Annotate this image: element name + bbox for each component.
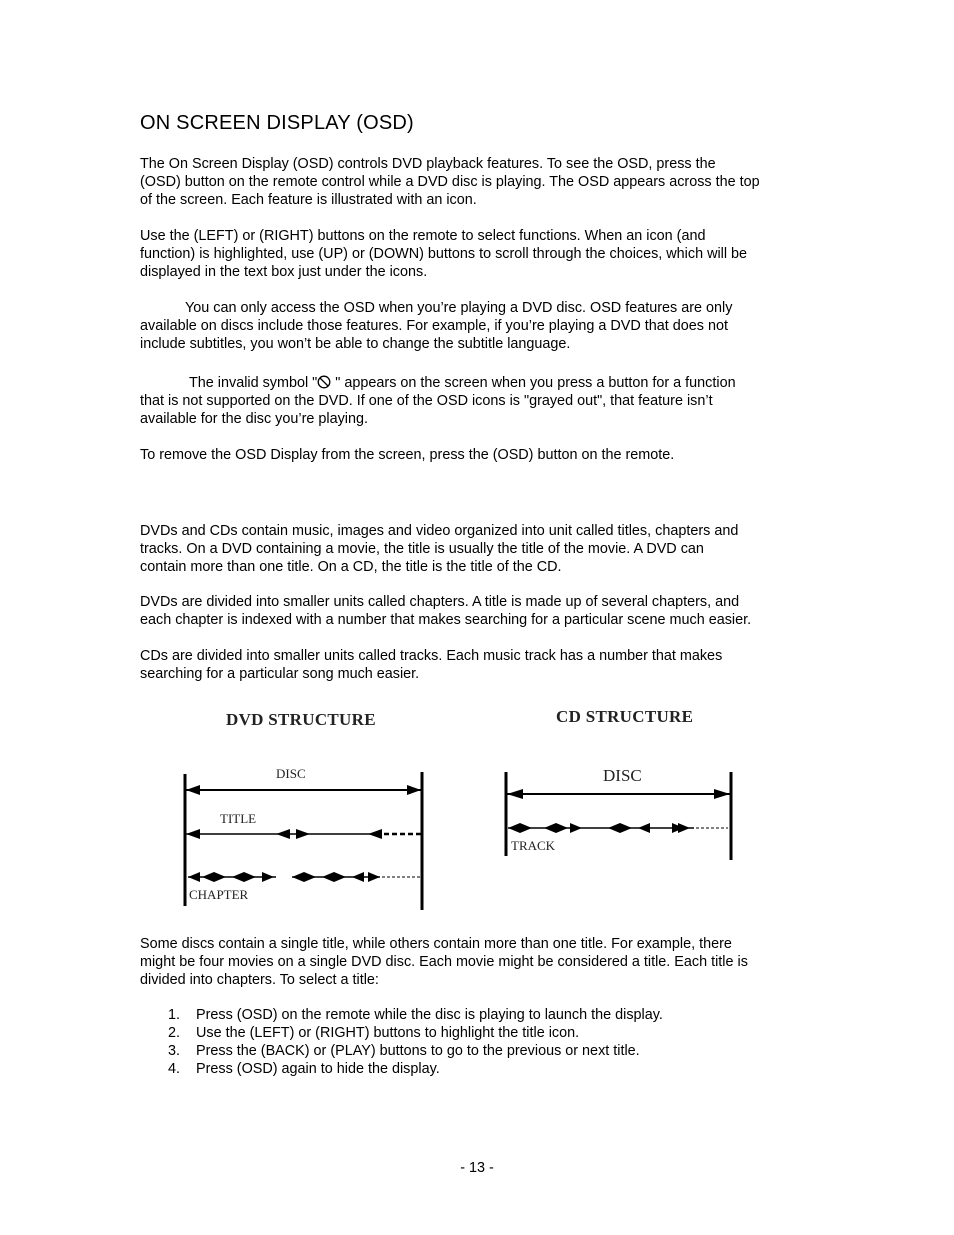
invalid-symbol-icon — [317, 375, 331, 389]
select-title-paragraph — [140, 935, 820, 989]
text-line: To remove the OSD Display from the screen, press the (OSD) button on the remote. — [140, 447, 675, 463]
invalid-symbol-paragraph — [140, 374, 820, 428]
text-line: displayed in the text box just under the icons. — [140, 264, 428, 280]
text-line: each chapter is indexed with a number that makes searching for a particular scene much easier. — [140, 612, 752, 628]
list-number: 3. — [168, 1043, 181, 1059]
remove-osd-paragraph — [140, 446, 820, 464]
text-line: available on discs include those features. For example, if you’re playing a DVD that does not — [140, 318, 728, 334]
cd-structure-diagram — [498, 768, 738, 864]
cd-disc-label: DISC — [603, 766, 642, 785]
text-fragment: The invalid symbol " — [189, 375, 318, 391]
dvd-disc-label: DISC — [276, 766, 306, 781]
osd-note-paragraph — [140, 299, 820, 353]
text-line: of the screen. Each feature is illustrated with an icon. — [140, 192, 477, 208]
text-line: searching for a particular song much easier. — [140, 666, 420, 682]
text-line: Use the (LEFT) or (RIGHT) buttons on the remote to select functions. When an icon (and — [140, 228, 706, 244]
text-line: that is not supported on the DVD. If one of the OSD icons is "grayed out", that feature isn’t — [140, 393, 713, 409]
text-line: might be four movies on a single DVD disc. Each movie might be considered a title. Each title is — [140, 954, 748, 970]
dvd-structure-diagram — [176, 768, 432, 914]
text-line: Some discs contain a single title, while others contain more than one title. For example, there — [140, 936, 732, 952]
text-line: function) is highlighted, use (UP) or (DOWN) buttons to scroll through the choices, which will be — [140, 246, 748, 262]
text-line: divided into chapters. To select a title: — [140, 972, 379, 988]
chapters-paragraph — [140, 593, 820, 629]
titles-paragraph — [140, 522, 820, 576]
text-line — [140, 374, 820, 392]
list-item — [140, 1024, 663, 1042]
list-item-text: Press (OSD) on the remote while the disc is playing to launch the display. — [196, 1007, 663, 1023]
list-item — [140, 1042, 663, 1060]
text-line: The On Screen Display (OSD) controls DVD playback features. To see the OSD, press the — [140, 156, 716, 172]
cd-track-label: TRACK — [511, 838, 556, 853]
osd-navigation-paragraph — [140, 227, 820, 281]
list-number: 4. — [168, 1061, 181, 1077]
text-line: You can only access the OSD when you’re playing a DVD disc. OSD features are only — [185, 300, 733, 316]
text-line: DVDs and CDs contain music, images and video organized into unit called titles, chapters and — [140, 523, 739, 539]
dvd-chapter-label: CHAPTER — [189, 887, 249, 902]
text-line: tracks. On a DVD containing a movie, the title is usually the title of the movie. A DVD can — [140, 541, 704, 557]
list-item — [140, 1060, 663, 1078]
list-item — [140, 1006, 663, 1024]
text-line: include subtitles, you won’t be able to change the subtitle language. — [140, 336, 571, 352]
list-item-text: Press (OSD) again to hide the display. — [196, 1061, 440, 1077]
list-item-text: Press the (BACK) or (PLAY) buttons to go to the previous or next title. — [196, 1043, 640, 1059]
list-number: 2. — [168, 1025, 181, 1041]
text-fragment: " appears on the screen when you press a button for a function — [331, 375, 736, 391]
text-line: contain more than one title. On a CD, the title is the title of the CD. — [140, 559, 562, 575]
dvd-structure-title: DVD STRUCTURE — [226, 710, 376, 729]
osd-intro-paragraph — [140, 155, 820, 209]
dvd-title-label: TITLE — [220, 811, 257, 826]
text-line: DVDs are divided into smaller units called chapters. A title is made up of several chapters, and — [140, 594, 740, 610]
page-number: - 13 - — [460, 1160, 494, 1176]
list-number: 1. — [168, 1007, 181, 1023]
text-line: CDs are divided into smaller units called tracks. Each music track has a number that makes — [140, 648, 723, 664]
cd-structure-title: CD STRUCTURE — [556, 707, 694, 726]
text-line: available for the disc you’re playing. — [140, 411, 368, 427]
list-item-text: Use the (LEFT) or (RIGHT) buttons to highlight the title icon. — [196, 1025, 580, 1041]
text-line: (OSD) button on the remote control while a DVD disc is playing. The OSD appears across the top — [140, 174, 760, 190]
select-title-steps — [140, 1006, 663, 1078]
page-title: ON SCREEN DISPLAY (OSD) — [140, 112, 414, 134]
tracks-paragraph — [140, 647, 820, 683]
